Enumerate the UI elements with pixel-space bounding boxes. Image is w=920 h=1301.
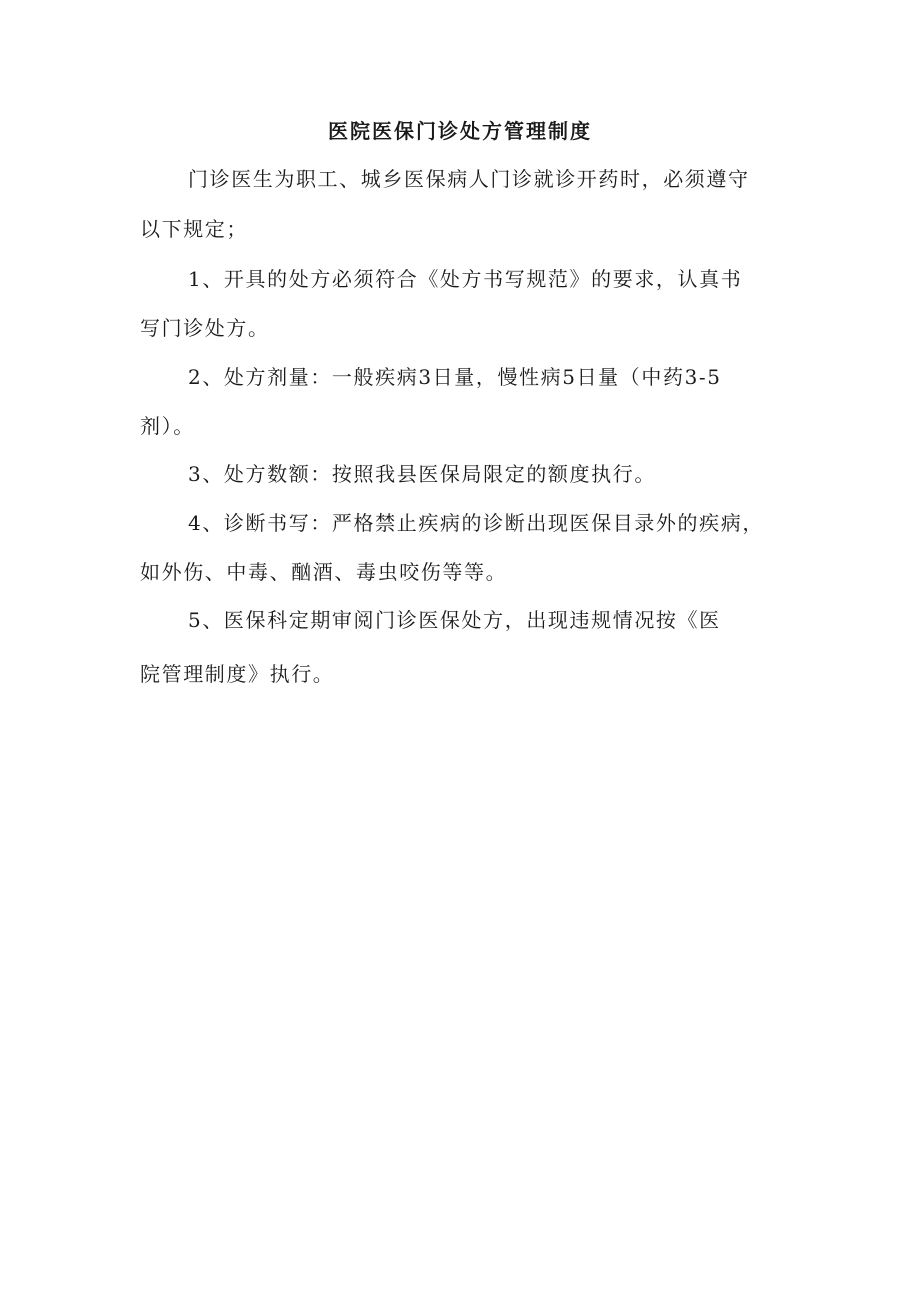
intro-line-2: 以下规定；	[140, 217, 248, 241]
item-4-line-2: 如外伤、中毒、酗酒、毒虫咬伤等等。	[140, 560, 508, 584]
item-5-line-1: 5、医保科定期审阅门诊医保处方，出现违规情况按《医	[188, 608, 721, 632]
document-title: 医院医保门诊处方管理制度	[328, 119, 592, 143]
item-3-line-1: 3、处方数额：按照我县医保局限定的额度执行。	[188, 462, 656, 486]
item-1-line-2: 写门诊处方。	[140, 316, 270, 340]
item-4-line-1: 4、诊断书写：严格禁止疾病的诊断出现医保目录外的疾病，	[188, 511, 764, 535]
item-1-line-1: 1、开具的处方必须符合《处方书写规范》的要求，认真书	[188, 267, 743, 291]
item-5-line-2: 院管理制度》执行。	[140, 662, 335, 686]
intro-line-1: 门诊医生为职工、城乡医保病人门诊就诊开药时，必须遵守	[188, 167, 750, 191]
item-2-line-1: 2、处方剂量：一般疾病3日量，慢性病5日量（中药3-5	[188, 365, 722, 389]
item-2-line-2: 剂）。	[140, 414, 195, 438]
